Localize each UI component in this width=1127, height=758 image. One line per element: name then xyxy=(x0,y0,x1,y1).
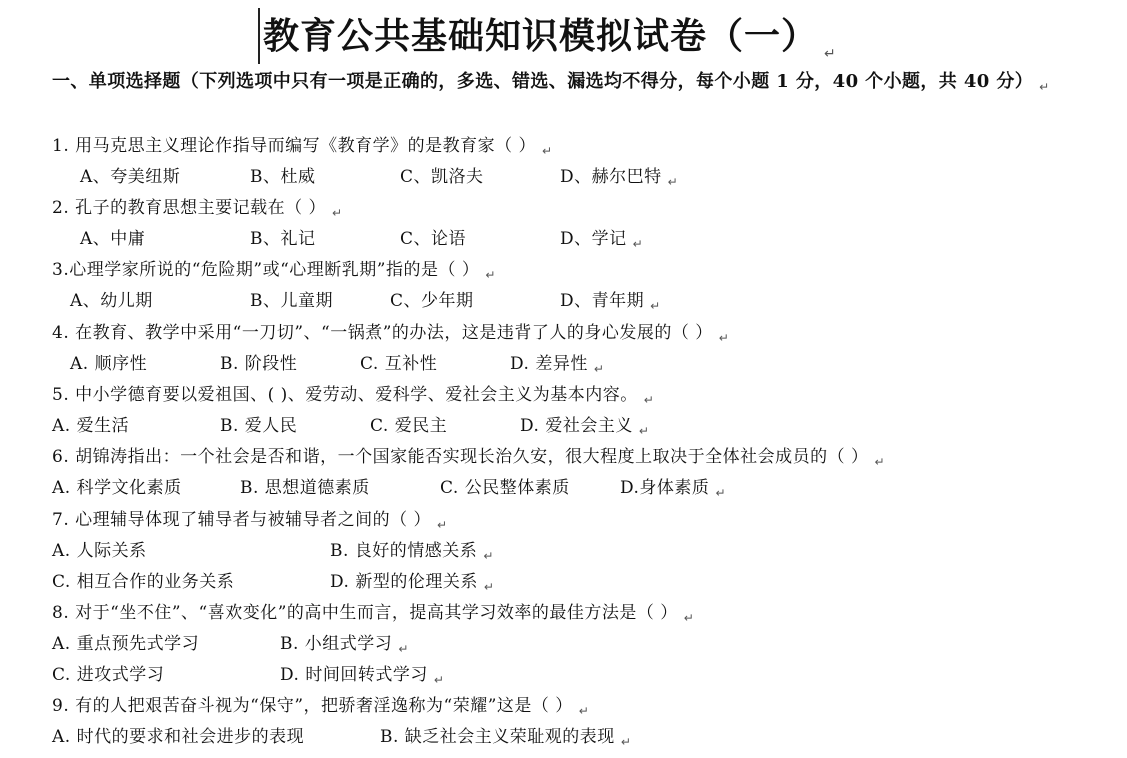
option-text: D. 时间回转式学习 xyxy=(280,665,428,685)
option-text: B、礼记 xyxy=(250,229,316,249)
question-text: 5. 中小学德育要以爱祖国、( )、爱劳动、爱科学、爱社会主义为基本内容。 xyxy=(52,385,638,405)
option-c xyxy=(400,162,484,193)
question-text: 3.心理学家所说的“危险期”或“心理断乳期”指的是（ ） xyxy=(52,260,480,280)
option-c xyxy=(390,286,474,317)
option-c xyxy=(370,411,447,442)
options-line xyxy=(52,536,1082,567)
option-a xyxy=(70,349,147,380)
paragraph-mark-icon: ↵ xyxy=(593,362,605,376)
question-text: 2. 孔子的教育思想主要记载在（ ） xyxy=(52,198,327,218)
option-text: A、中庸 xyxy=(80,229,146,249)
option-d xyxy=(560,224,643,260)
option-text: C. 公民整体素质 xyxy=(440,478,570,498)
paragraph-mark-icon: ↵ xyxy=(578,704,590,718)
option-c xyxy=(400,224,466,255)
paragraph-mark-icon: ↵ xyxy=(650,299,661,313)
option-text: D. 新型的伦理关系 xyxy=(330,572,478,592)
options-line xyxy=(52,349,1082,380)
title-text: 教育公共基础知识模拟试卷（一） xyxy=(263,15,819,57)
paragraph-mark-icon: ↵ xyxy=(437,518,448,532)
option-d xyxy=(620,473,726,509)
option-a xyxy=(52,536,147,567)
option-text: D. 爱社会主义 xyxy=(520,416,633,436)
question-line xyxy=(52,131,553,162)
option-c xyxy=(440,473,570,504)
option-d xyxy=(560,286,661,322)
option-b xyxy=(250,224,316,255)
paragraph-mark-icon: ↵ xyxy=(485,268,496,282)
option-a xyxy=(70,286,153,317)
options-line xyxy=(52,567,1082,598)
text-cursor xyxy=(258,8,260,64)
option-text: A、夸美纽斯 xyxy=(80,167,181,187)
option-text: B、儿童期 xyxy=(250,291,333,311)
paragraph-mark-icon: ↵ xyxy=(632,237,644,251)
option-text: D、青年期 xyxy=(560,291,645,311)
question-text: 7. 心理辅导体现了辅导者与被辅导者之间的（ ） xyxy=(52,510,432,530)
section-heading xyxy=(52,66,1082,103)
options-line xyxy=(52,286,1082,317)
options-line xyxy=(52,722,1082,753)
options-line xyxy=(52,629,1082,660)
option-text: A. 重点预先式学习 xyxy=(52,634,200,654)
option-text: A. 时代的要求和社会进步的表现 xyxy=(52,727,305,747)
question-line xyxy=(52,318,729,349)
option-text: B. 良好的情感关系 xyxy=(330,541,478,561)
options-line xyxy=(52,473,1082,504)
question-text: 6. 胡锦涛指出：一个社会是否和谐，一个国家能否实现长治久安，很大程度上取决于全体社会成员的（ ） xyxy=(52,447,869,467)
option-a xyxy=(52,473,182,504)
option-text: A. 科学文化素质 xyxy=(52,478,182,498)
option-a xyxy=(80,162,180,193)
question-line xyxy=(52,598,694,629)
option-text: A. 顺序性 xyxy=(70,354,148,374)
question-line xyxy=(52,691,589,722)
paragraph-mark-icon: ↵ xyxy=(715,486,726,500)
paragraph-mark-icon: ↵ xyxy=(718,331,730,345)
option-text: B. 小组式学习 xyxy=(280,634,393,654)
option-text: B. 思想道德素质 xyxy=(240,478,370,498)
paragraph-mark-icon: ↵ xyxy=(1039,80,1050,94)
paragraph-mark-icon: ↵ xyxy=(483,549,494,563)
options-line xyxy=(52,660,1082,691)
option-a xyxy=(52,567,234,598)
option-text: D.身体素质 xyxy=(620,478,710,498)
paragraph-mark-icon: ↵ xyxy=(398,642,409,656)
option-text: B、杜威 xyxy=(250,167,316,187)
question-text: 4. 在教育、教学中采用“一刀切”、“一锅煮”的办法，这是违背了人的身心发展的（ ） xyxy=(52,323,713,343)
options-line xyxy=(52,162,1082,193)
option-text: C. 爱民主 xyxy=(370,416,448,436)
option-b xyxy=(380,722,631,758)
option-b xyxy=(220,411,297,442)
question-text: 9. 有的人把艰苦奋斗视为“保守”，把骄奢淫逸称为“荣耀”这是（ ） xyxy=(52,696,573,716)
paragraph-mark-icon: ↵ xyxy=(874,455,886,469)
option-text: C、凯洛夫 xyxy=(400,167,484,187)
option-text: A. 爱生活 xyxy=(52,416,130,436)
option-a xyxy=(52,411,129,442)
option-text: D、学记 xyxy=(560,229,627,249)
question-line xyxy=(52,380,654,411)
option-b xyxy=(250,286,333,317)
option-text: C、论语 xyxy=(400,229,467,249)
paragraph-mark-icon: ↵ xyxy=(667,175,679,189)
option-d xyxy=(560,162,678,198)
option-text: C. 进攻式学习 xyxy=(52,665,165,685)
paragraph-mark-icon: ↵ xyxy=(620,735,632,749)
option-text: C、少年期 xyxy=(390,291,474,311)
option-text: B. 阶段性 xyxy=(220,354,298,374)
option-a xyxy=(80,224,145,255)
paragraph-mark-icon: ↵ xyxy=(433,673,445,687)
question-line xyxy=(52,255,496,286)
option-text: D、赫尔巴特 xyxy=(560,167,662,187)
question-line xyxy=(52,193,343,224)
option-c xyxy=(360,349,437,380)
option-text: C. 互补性 xyxy=(360,354,438,374)
section-heading-text: 一、单项选择题（下列选项中只有一项是正确的，多选、错选、漏选均不得分，每个小题 1 分，40 个小题，共 40 分） xyxy=(52,71,1034,92)
option-b xyxy=(240,473,370,504)
options-line xyxy=(52,411,1082,442)
paragraph-mark-icon: ↵ xyxy=(483,580,495,594)
question-text: 8. 对于“坐不住”、“喜欢变化”的高中生而言，提高其学习效率的最佳方法是（ ） xyxy=(52,603,678,623)
option-text: A、幼儿期 xyxy=(70,291,153,311)
option-b xyxy=(250,162,316,193)
option-a xyxy=(52,660,164,691)
option-text: B. 缺乏社会主义荣耻观的表现 xyxy=(380,727,615,747)
paragraph-mark-icon: ↵ xyxy=(683,611,695,625)
option-text: A. 人际关系 xyxy=(52,541,147,561)
paragraph-mark-icon: ↵ xyxy=(332,206,343,220)
paragraph-mark-icon: ↵ xyxy=(638,424,650,438)
option-b xyxy=(220,349,297,380)
question-text: 1. 用马克思主义理论作指导而编写《教育学》的是教育家（ ） xyxy=(52,136,537,156)
option-a xyxy=(52,629,199,660)
option-text: D. 差异性 xyxy=(510,354,588,374)
option-text: B. 爱人民 xyxy=(220,416,298,436)
paragraph-mark-icon: ↵ xyxy=(643,393,655,407)
option-a xyxy=(52,722,304,753)
paragraph-mark-icon: ↵ xyxy=(542,144,553,158)
option-text: C. 相互合作的业务关系 xyxy=(52,572,235,592)
paragraph-mark-icon: ↵ xyxy=(824,46,837,62)
question-line xyxy=(52,442,885,473)
question-line xyxy=(52,505,448,536)
options-line xyxy=(52,224,1082,255)
